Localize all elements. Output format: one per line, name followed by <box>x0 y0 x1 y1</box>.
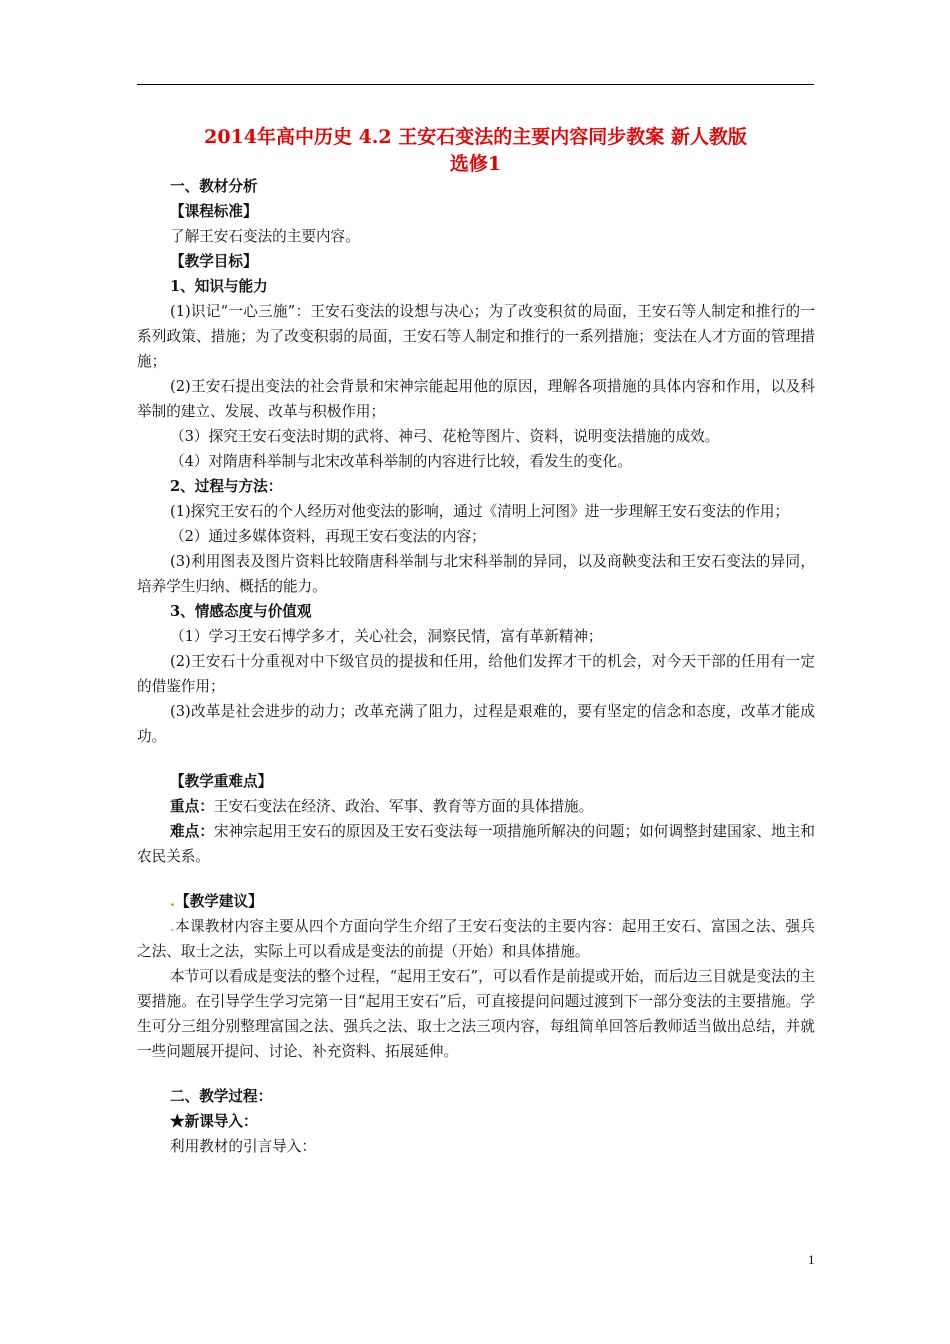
intro-heading: ★新课导入： <box>170 1113 258 1130</box>
teaching-advice-paragraph: 本节可以看成是变法的整个过程，“起用王安石”，可以看作是前提或开始，而后边三目就是变法的主要措施。在引导学生学习完第一目“起用王安石”后，可直接提问问题过渡到下一部分变法的主要措施。学生可分三组分别整理富国之法、强兵之法、取士之法三项内容，每组简单回答后教师适当做出总结，并就一些问题展开提问、讨论、补充资料、拓展延伸。 <box>137 968 815 1060</box>
header-rule <box>137 84 814 85</box>
goal-knowledge-item: （4）对隋唐科举制与北宋改革科举制的内容进行比较，看发生的变化。 <box>170 453 632 470</box>
key-point-label: 重点： <box>170 798 214 815</box>
spacer <box>137 749 815 769</box>
goal-process-heading: 2、过程与方法： <box>170 478 283 495</box>
goal-knowledge-item: (1)识记“一心三施”：王安石变法的设想与决心；为了改变积贫的局面，王安石等人制定和推行的一系列政策、措施；为了改变积弱的局面，王安石等人制定和推行的一系列措施；变法在人才方面的管理措施； <box>137 303 815 370</box>
key-point <box>137 794 815 819</box>
document-body <box>137 174 815 1159</box>
teaching-advice-paragraph <box>137 914 815 964</box>
document-title <box>137 124 814 178</box>
goal-values-heading: 3、情感态度与价值观 <box>170 603 312 620</box>
page-number: 1 <box>808 1252 815 1267</box>
difficult-point-text: 宋神宗起用王安石的原因及王安石变法每一项措施所解决的问题；如何调整封建国家、地主和农民关系。 <box>137 823 815 865</box>
title-line-1: 2014年高中历史 4.2 王安石变法的主要内容同步教案 新人教版 <box>204 126 747 148</box>
curriculum-text: 了解王安石变法的主要内容。 <box>170 228 360 245</box>
goal-process-item: （2）通过多媒体资料，再现王安石变法的内容； <box>170 528 486 545</box>
key-point-text: 王安石变法在经济、政治、军事、教育等方面的具体措施。 <box>213 798 594 815</box>
teaching-advice-heading-text: 【教学建议】 <box>175 893 263 910</box>
dot-mark: . <box>170 893 176 910</box>
goal-process-item: (3)利用图表及图片资料比较隋唐科举制与北宋科举制的异同，以及商鞅变法和王安石变法的异同，培养学生归纳、概括的能力。 <box>137 553 815 595</box>
goal-process-item: (1)探究王安石的个人经历对他变法的影响，通过《清明上河图》进一步理解王安石变法的作用； <box>170 503 790 520</box>
difficult-point <box>137 819 815 869</box>
title-line-2: 选修1 <box>449 153 502 175</box>
section-heading-1: 一、教材分析 <box>170 178 258 195</box>
key-points-heading: 【教学重难点】 <box>170 773 273 790</box>
teaching-advice-paragraph-text: 本课教材内容主要从四个方面向学生介绍了王安石变法的主要内容：起用王安石、富国之法、强兵之法、取士之法，实际上可以看成是变法的前提（开始）和具体措施。 <box>137 918 815 960</box>
goal-knowledge-heading: 1、知识与能力 <box>170 278 268 295</box>
spacer <box>137 869 815 889</box>
dot-mark: . <box>170 918 175 935</box>
goal-knowledge-item: (2)王安石提出变法的社会背景和宋神宗能起用他的原因，理解各项措施的具体内容和作用，以及科举制的建立、发展、改革与积极作用； <box>137 378 815 420</box>
spacer <box>137 1064 815 1084</box>
goal-values-item: (2)王安石十分重视对中下级官员的提拔和任用，给他们发挥才干的机会，对今天干部的任用有一定的借鉴作用； <box>137 653 815 695</box>
goals-heading: 【教学目标】 <box>170 253 258 270</box>
teaching-advice-heading <box>137 889 815 914</box>
section-heading-2: 二、教学过程： <box>170 1088 273 1105</box>
goal-values-item: （1）学习王安石博学多才，关心社会，洞察民情，富有革新精神； <box>170 628 603 645</box>
curriculum-heading: 【课程标准】 <box>170 203 258 220</box>
goal-values-item: (3)改革是社会进步的动力；改革充满了阻力，过程是艰难的，要有坚定的信念和态度，改革才能成功。 <box>137 703 815 745</box>
difficult-point-label: 难点： <box>170 823 214 840</box>
goal-knowledge-item: （3）探究王安石变法时期的武将、神弓、花枪等图片、资料，说明变法措施的成效。 <box>170 428 720 445</box>
intro-text: 利用教材的引言导入： <box>170 1138 316 1155</box>
